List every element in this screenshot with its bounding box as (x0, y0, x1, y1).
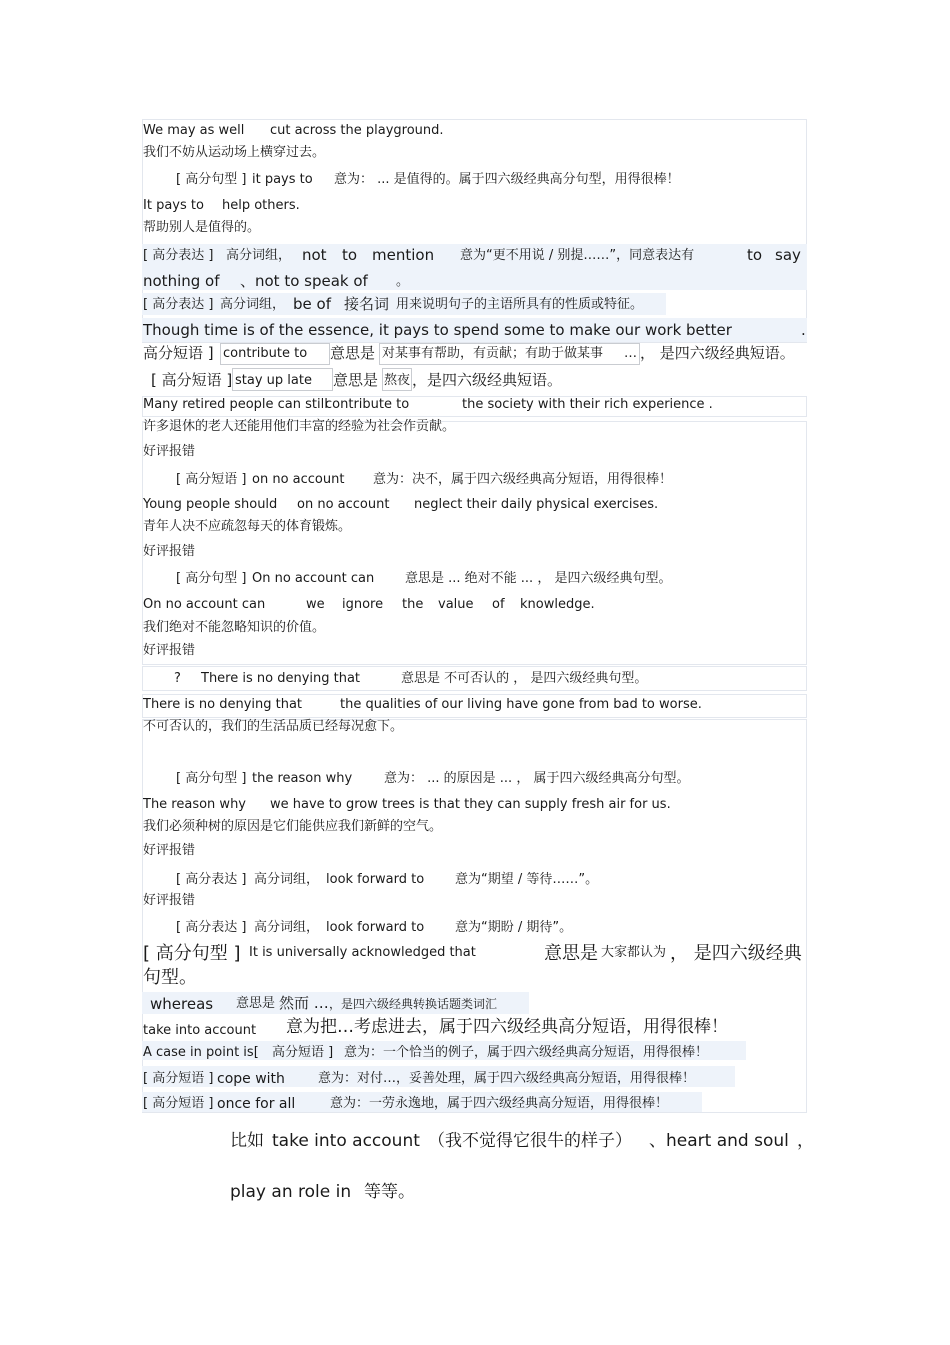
b11-question: ? (174, 671, 181, 686)
b3-w4: to (747, 246, 763, 264)
b12-phrase: the reason why (252, 771, 353, 786)
b15-phrase: It is universally acknowledged that (249, 945, 476, 960)
feedback-link-5[interactable]: 好评报错 (143, 893, 196, 908)
b10-phrase: On no account can (252, 571, 375, 586)
footer-line1-b: take into account (272, 1131, 420, 1151)
b18-b: 高分短语 ] (272, 1045, 334, 1060)
b10-en-7: knowledge. (520, 597, 595, 612)
b15-line2: 句型。 (143, 967, 197, 988)
b4-meaning: 用来说明句子的主语所具有的性质或特征。 (396, 297, 644, 312)
b10-en-3: ignore (342, 597, 384, 612)
b3-w5: say (775, 246, 801, 264)
b13-tag: [ 高分表达 ] (176, 872, 247, 887)
b9-en-a: Young people should (143, 497, 278, 512)
b7-tag: [ 高分短语 ] (151, 371, 233, 389)
b12-meaning: 意为： ... 的原因是 ... ， 属于四六级经典高分句型。 (384, 771, 690, 786)
b1-en-a: We may as well (143, 123, 245, 138)
b13-phrase: look forward to (326, 872, 425, 887)
b2-en-a: It pays to (143, 198, 204, 213)
b3-line2-a: nothing of (143, 272, 220, 290)
b11-cn: 不可否认的，我们的生活品质已经每况愈下。 (143, 719, 404, 734)
b5-dot: . (801, 321, 806, 339)
b20-tag: [ 高分短语 ] (143, 1096, 214, 1111)
b15-tag: [ 高分句型 ] (143, 943, 241, 964)
b11-meaning: 意思是 不可否认的 ， 是四六级经典句型。 (401, 671, 648, 686)
b6-phrase: contribute to (223, 346, 308, 361)
b8-cn: 许多退休的老人还能用他们丰富的经验为社会作贡献。 (143, 419, 456, 434)
b16-big: 然而 … (279, 994, 329, 1012)
b9-en-c: neglect their daily physical exercises. (414, 497, 659, 512)
b12-en-b: we have to grow trees is that they can supply fresh air for us. (270, 797, 671, 812)
b7-meaning: 熬夜 (384, 373, 411, 388)
b4-w1: be of (293, 295, 331, 313)
b2-cn: 帮助别人是值得的。 (143, 220, 261, 235)
b9-en-b: on no account (297, 497, 390, 512)
b10-en-5: value (438, 597, 474, 612)
b6-tag: 高分短语 ] (143, 344, 214, 362)
b14-meaning: 意为“期盼 / 期待”。 (455, 920, 573, 935)
b4-desc: 高分词组， (220, 297, 286, 312)
b9-meaning: 意为：决不，属于四六级经典高分短语，用得很棒！ (373, 472, 673, 487)
b3-w2: to (342, 246, 358, 264)
footer-line2-a: play an role in (230, 1182, 352, 1202)
b2-tag: [ 高分句型 ] (176, 172, 247, 187)
b19-meaning: 意为：对付…，妥善处理，属于四六级经典高分短语，用得很棒！ (318, 1071, 696, 1086)
b3-line2-c: 。 (396, 274, 410, 289)
b6-tail: ， 是四六级经典短语。 (640, 344, 795, 362)
b19-phrase: cope with (217, 1071, 285, 1087)
footer-line1-a: 比如 (230, 1131, 264, 1151)
b10-en-6: of (492, 597, 505, 612)
footer-line1-e: ， (797, 1131, 814, 1151)
footer-line1-c: （我不觉得它很牛的样子） (428, 1131, 632, 1151)
b11-en-b: the qualities of our living have gone from bad to worse. (340, 697, 702, 712)
b5-sentence: Though time is of the essence, it pays to spend some to make our work better (143, 321, 732, 339)
b18-a: A case in point is[ (143, 1045, 259, 1060)
b7-phrase: stay up late (235, 373, 312, 388)
b14-tag: [ 高分表达 ] (176, 920, 247, 935)
b3-meaning: 意为“更不用说 / 别提……”，同意表达有 (460, 248, 695, 263)
feedback-link-2[interactable]: 好评报错 (143, 544, 196, 559)
b18-c: 意为：一个恰当的例子，属于四六级经典高分短语，用得很棒！ (344, 1045, 709, 1060)
b12-cn: 我们必须种树的原因是它们能供应我们新鲜的空气。 (143, 819, 443, 834)
b11-en-a: There is no denying that (143, 697, 303, 712)
b4-w2: 接名词 (344, 295, 390, 313)
b15-mean: 意思是 (544, 943, 598, 964)
b10-cn: 我们绝对不能忽略知识的价值。 (143, 620, 326, 635)
b6-mean: 意思是 (330, 344, 376, 362)
b16-tail: ，是四六级经典转换话题类词汇 (329, 997, 498, 1011)
b17-phrase: take into account (143, 1023, 257, 1038)
b16-mean: 意思是 (236, 996, 276, 1011)
b6-meaning: 对某事有帮助，有贡献；有助于做某事 (382, 346, 604, 361)
b2-en-b: help others. (222, 198, 300, 213)
b12-tag: [ 高分句型 ] (176, 771, 247, 786)
b1-en-b: cut across the playground. (270, 123, 444, 138)
b8-en-b: contribute to (325, 397, 410, 412)
b13-desc: 高分词组， (254, 872, 320, 887)
b9-cn: 青年人决不应疏忽每天的体育锻炼。 (143, 519, 352, 534)
b15-small: 大家都认为 (601, 945, 667, 960)
b7-mean: 意思是 (333, 371, 379, 389)
footer-line1-d: 、heart and soul (649, 1131, 789, 1151)
b7-tail: ，是四六级经典短语。 (412, 371, 563, 389)
feedback-link-3[interactable]: 好评报错 (143, 643, 196, 658)
b19-tag: [ 高分短语 ] (143, 1071, 214, 1086)
b17-meaning: 意为把…考虑进去，属于四六级经典高分短语，用得很棒！ (286, 1017, 728, 1037)
b3-line2-b: 、not to speak of (240, 272, 368, 290)
feedback-link-1[interactable]: 好评报错 (143, 444, 196, 459)
b10-meaning: 意思是 ... 绝对不能 ... ， 是四六级经典句型。 (405, 571, 672, 586)
b20-phrase: once for all (217, 1096, 296, 1112)
b16-word: whereas (150, 995, 214, 1013)
b3-w3: mention (372, 246, 435, 264)
b3-w1: not (302, 246, 327, 264)
b14-phrase: look forward to (326, 920, 425, 935)
b2-meaning: 意为： ... 是值得的。属于四六级经典高分句型，用得很棒！ (334, 172, 680, 187)
b13-meaning: 意为“期望 / 等待……”。 (455, 872, 599, 887)
b11-phrase: There is no denying that (201, 671, 361, 686)
b4-tag: [ 高分表达 ] (143, 297, 214, 312)
b20-meaning: 意为：一劳永逸地，属于四六级经典高分短语，用得很棒！ (330, 1096, 669, 1111)
feedback-link-4[interactable]: 好评报错 (143, 843, 196, 858)
b3-tag: [ 高分表达 ] (143, 248, 214, 263)
b3-desc: 高分词组， (226, 248, 292, 263)
b6-dots: … (624, 346, 637, 361)
b9-phrase: on no account (252, 472, 345, 487)
b10-tag: [ 高分句型 ] (176, 571, 247, 586)
b15-tail: ， 是四六级经典 (670, 943, 802, 964)
b10-en-4: the (402, 597, 424, 612)
b10-en-1: On no account can (143, 597, 266, 612)
b12-en-a: The reason why (143, 797, 246, 812)
b14-desc: 高分词组， (254, 920, 320, 935)
b9-tag: [ 高分短语 ] (176, 472, 247, 487)
footer-line2-b: 等等。 (364, 1182, 415, 1202)
b8-en-a: Many retired people can still (143, 397, 328, 412)
b10-en-2: we (306, 597, 325, 612)
b2-phrase: it pays to (252, 172, 313, 187)
b1-cn: 我们不妨从运动场上横穿过去。 (143, 145, 326, 160)
b8-en-c: the society with their rich experience . (462, 397, 713, 412)
